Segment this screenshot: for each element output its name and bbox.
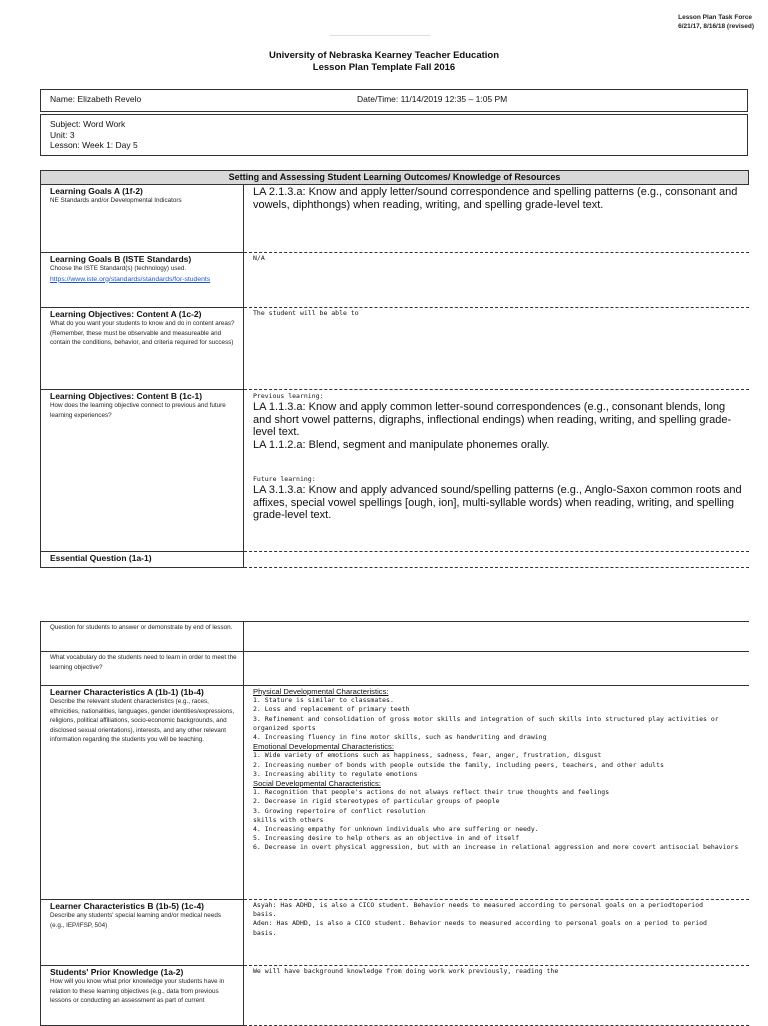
lesson: Lesson: Week 1: Day 5 (50, 140, 138, 150)
goals-b-label: Learning Goals B (ISTE Standards) (50, 254, 192, 264)
physical-item: 1. Stature is similar to classmates. (253, 696, 394, 705)
emotional-item: 1. Wide variety of emotions such as happiness, sadness, fear, anger, frustration, disgust (253, 751, 602, 760)
goals-b-content: N/A (253, 254, 265, 262)
subject-box (40, 114, 748, 156)
future-learning-1: LA 3.1.3.a: Know and apply advanced sound/spelling patterns (e.g., Anglo-Saxon common roots and affixes, special vowel spellings [ough, ion], multi-syllable words) when reading, writing, and spelling grade-level text. (253, 484, 742, 522)
goals-a-desc: NE Standards and/or Developmental Indicators (50, 197, 182, 204)
section-header: Setting and Assessing Student Learning Outcomes/ Knowledge of Resources (41, 171, 749, 185)
social-item: 3. Growing repertoire of conflict resolution (253, 806, 426, 815)
student-aden: Aden: Has ADHD, is also a CICO student. Behavior needs to measured according to personal goals on a period to period (253, 919, 707, 928)
goals-a-row (41, 185, 749, 253)
emotional-item: 3. Increasing ability to regulate emotions (253, 769, 418, 778)
physical-heading: Physical Developmental Characteristics: (253, 687, 389, 696)
emotional-heading: Emotional Developmental Characteristics: (253, 742, 394, 752)
student-asyah-basis: basis. (253, 910, 277, 919)
previous-learning-heading: Previous learning: (253, 392, 324, 400)
header-divider (330, 35, 430, 36)
outcomes-table (40, 170, 749, 568)
social-item: 2. Decrease in rigid stereotypes of particular groups of people (253, 797, 500, 806)
template-name: Lesson Plan Template Fall 2016 (312, 62, 456, 73)
learner-b-row (41, 900, 749, 966)
social-item: skills with others (253, 815, 324, 824)
goals-a-content: LA 2.1.3.a: Know and apply letter/sound correspondence and spelling patterns (e.g., consonant and vowels, diphthongs) when reading, writing, and spelling grade-level text. (253, 186, 738, 211)
objectives-b-row (41, 390, 749, 552)
vocabulary-desc: What vocabulary do the students need to learn in order to meet the learning objective? (50, 654, 237, 671)
objectives-a-row (41, 308, 749, 390)
social-item: 1. Recognition that people's actions do not always reflect their true thoughts and feelings (253, 788, 610, 797)
social-heading: Social Developmental Characteristics: (253, 779, 381, 789)
objectives-a-content: The student will be able to (253, 309, 359, 317)
teacher-name: Name: Elizabeth Revelo (50, 94, 142, 104)
task-force-note (678, 13, 754, 31)
document-title (0, 50, 768, 74)
task-force-title: Lesson Plan Task Force (678, 14, 753, 21)
previous-learning-2: LA 1.1.2.a: Blend, segment and manipulate phonemes orally. (253, 438, 550, 451)
essential-question-row (41, 552, 749, 568)
learner-a-row (41, 686, 749, 900)
social-item: 6. Decrease in overt physical aggression, but with an increase in relational aggression and more covert antisocial behaviors (253, 843, 739, 852)
question-row (41, 622, 749, 652)
emotional-item: 2. Increasing number of bonds with people outside the family, including peers, teachers, and other adults (253, 760, 664, 769)
objectives-b-desc: How does the learning objective connect to previous and future learning experiences? (50, 402, 226, 419)
objectives-b-label: Learning Objectives: Content B (1c-1) (50, 391, 203, 401)
learner-a-label: Learner Characteristics A (1b-1) (1b-4) (50, 687, 204, 697)
vocabulary-row (41, 652, 749, 686)
learner-b-desc: Describe any students' special learning and/or medical needs (e.g., IEP/IFSP, 504) (50, 912, 221, 929)
question-desc: Question for students to answer or demonstrate by end of lesson. (50, 624, 233, 631)
objectives-a-label: Learning Objectives: Content A (1c-2) (50, 309, 202, 319)
social-item: 5. Increasing desire to help others as an objective in and of itself (253, 834, 520, 843)
goals-b-desc: Choose the ISTE Standard(s) (technology) used. (50, 265, 187, 272)
prior-knowledge-desc: How will you know what prior knowledge your students have in relation to these learning objectives (e.g., data from previous lessons or conducting an assessment as part of current (50, 978, 225, 1004)
social-item: 4. Increasing empathy for unknown individuals who are suffering or needy. (253, 825, 539, 834)
name-date-row (40, 89, 748, 112)
university-name: University of Nebraska Kearney Teacher Education (268, 50, 500, 61)
objectives-a-desc: What do you want your students to know and do in content areas? (Remember, these must be observable and measureable and contain the conditions, behavior, and criteria required for success) (50, 320, 235, 346)
physical-item: 4. Increasing fluency in fine motor skills, such as handwriting and drawing (253, 733, 547, 742)
goals-b-row (41, 253, 749, 308)
learner-b-label: Learner Characteristics B (1b-5) (1c-4) (50, 901, 205, 911)
prior-knowledge-label: Students' Prior Knowledge (1a-2) (50, 967, 184, 977)
subject: Subject: Word Work (50, 119, 126, 129)
task-force-dates: 6/21/17, 8/16/18 (revised) (678, 23, 754, 30)
future-learning-heading: Future learning: (253, 475, 316, 484)
essential-question-label: Essential Question (1a-1) (50, 553, 152, 563)
prior-knowledge-content: We will have background knowledge from doing work work previously, reading the (253, 967, 559, 975)
previous-learning-1: LA 1.1.3.a: Know and apply common letter-sound correspondences (e.g., consonant blends, long and short vowel patterns, digraphs, inflectional endings) when reading, writing, and spelling grade-level text. (253, 401, 732, 439)
prior-knowledge-row (41, 966, 749, 1026)
physical-item: 3. Refinement and consolidation of gross motor skills and integration of such skills into structured play activities or organized sports (253, 714, 719, 732)
student-asyah: Asyah: Has ADHD, is also a CICO student. Behavior needs to measured according to personal goals on a periodtoperiod (253, 901, 704, 909)
page2-table (40, 621, 749, 1026)
physical-item: 2. Loss and replacement of primary teeth (253, 705, 410, 714)
learner-a-desc: Describe the relevant student characteristics (e.g., races, ethnicities, nationalities, languages, gender identities/expressions, religions, political affiliations, socio-economic backgrounds, and disclosed sexual orientations), interests, and any other relevant information regarding the students you will be teaching. (50, 698, 235, 743)
unit: Unit: 3 (50, 129, 75, 140)
lesson-datetime: Date/Time: 11/14/2019 12:35 – 1:05 PM (357, 94, 508, 104)
goals-a-label: Learning Goals A (1f-2) (50, 186, 143, 196)
student-aden-basis: basis. (253, 928, 277, 937)
iste-link[interactable]: https://www.iste.org/standards/standards/for-students (50, 275, 211, 283)
